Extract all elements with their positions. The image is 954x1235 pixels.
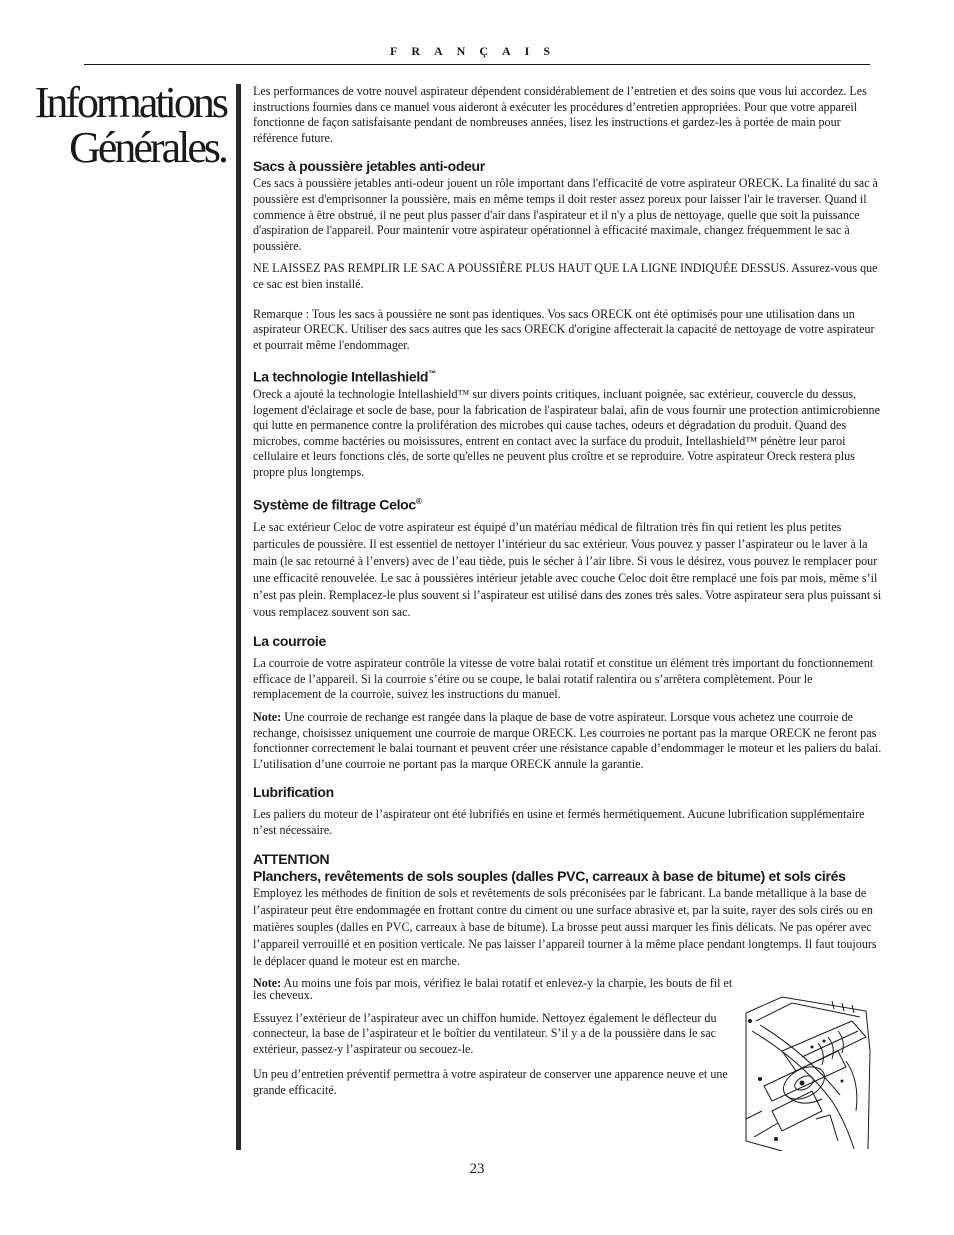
intellashield-heading-text: La technologie Intellashield [253, 368, 429, 385]
language-header: FRANÇAIS [389, 44, 564, 58]
header-rule [84, 64, 870, 65]
trademark-mark: ™ [428, 369, 436, 379]
belt-paragraph: La courroie de votre aspirateur contrôle la vitesse de votre balai rotatif et constitue un élément très important du fonctionnement efficace de l’appareil. Si la courroie s’étire ou se coupe, le balai rotatif ralentira ou s’arrêtera complètement. Pour le remplacement de la courroie, suivez les instructions du manuel. [253, 656, 874, 702]
maintenance-paragraph: Un peu d’entretien préventif permettra à votre aspirateur de conserver une apparence neuve et une grande efficacité. [253, 1067, 728, 1097]
celoc-heading [253, 493, 883, 514]
attention-subheading: Planchers, revêtements de sols souples (dalles PVC, carreaux à base de bitume) et sols cirés [253, 867, 846, 884]
intro-paragraph: Les performances de votre nouvel aspirateur dépendent considérablement de l’entretien et des soins que vous lui accordez. Les instructions fournies dans ce manuel vous aideront à exécuter les procédures d’entretien appropriées. Pour que votre appareil fonctionne de façon satisfaisante pendant de nombreuses années, lisez les instructions et gardez-les à portée de main pour référence future. [253, 84, 867, 145]
attention-note-text: Au moins une fois par mois, vérifiez le balai rotatif et enlevez-y la charpie, les bouts de fil et les cheveux. [253, 975, 733, 1002]
page-title-line-2: Générales. [69, 123, 226, 172]
page-title-line-1: Informations [34, 78, 226, 127]
belt-note-label: Note: [253, 709, 282, 724]
attention-heading: ATTENTION [253, 850, 330, 867]
intellashield-paragraph: Oreck a ajouté la technologie Intellashield™ sur divers points critiques, incluant poignée, sac extérieur, couvercle du dessus, logement d'éclairage et socle de base, pour la fabrication de l'aspirateur balai, afin de vous fournir une protection antimicrobienne qui lutte en permanence contre la prolifération des microbes qui cause taches, odeurs et dégradation du produit. Quand des microbes, comme bactéries ou moisissures, entrent en contact avec la surface du produit, Intellashield™ pénètre leur paroi cellulaire et leurs fonctions clés, de sorte qu'elles ne peuvent plus croître et se reproduire. Votre aspirateur Oreck restera plus propre plus longtemps. [253, 386, 880, 479]
bags-paragraph-2: NE LAISSEZ PAS REMPLIR LE SAC A POUSSIÈRE PLUS HAUT QUE LA LIGNE INDIQUÉE DESSUS. Assurez-vous que ce sac est bien installé. [253, 261, 878, 291]
attention-note [253, 977, 739, 1001]
belt-note-text: Une courroie de rechange est rangée dans la plaque de base de votre aspirateur. Lorsque vous achetez une courroie de rechange, choisissez uniquement une courroie de marque ORECK. Les courroies ne portant pas la marque ORECK ne feront pas fonctionner correctement le balai tournant et peuvent créer une résistance capable d’endommager le moteur et les paliers du balai. L’utilisation d’une courroie ne portant pas la marque ORECK annule la garantie. [253, 709, 882, 771]
bags-heading: Sacs à poussière jetables anti-odeur [253, 158, 485, 175]
page-number: 23 [469, 1161, 485, 1177]
attention-note-label: Note: [253, 975, 282, 990]
vertical-bar [236, 84, 241, 1150]
belt-heading: La courroie [253, 633, 326, 650]
intellashield-heading [253, 365, 883, 386]
main-content [253, 84, 883, 1106]
lubrication-heading: Lubrification [253, 784, 334, 801]
celoc-paragraph: Le sac extérieur Celoc de votre aspirateur est équipé d’un matériau médical de filtration très fin qui retient les plus petites particules de poussière. Il est essentiel de nettoyer l’intérieur du sac extérieur. Vous pouvez y passer l’aspirateur ou le laver à la main (le sac retourné à l’envers) avec de l’eau tiède, puis le sécher à l’air libre. Si vous le désirez, vous pouvez le remplacer pour une efficacité renouvelée. Le sac à poussières intérieur jetable avec couche Celoc doit être remplacé une fois par mois, même s’il n’est pas plein. Remplacez-le plus souvent si l’aspirateur est utilisé dans des zones très sales. Votre aspirateur sera plus puissant si vous remplacez souvent son sac. [253, 520, 882, 620]
bags-paragraph-3: Remarque : Tous les sacs à poussière ne sont pas identiques. Vos sacs ORECK ont été optimisés pour une utilisation dans un aspirateur ORECK. Utiliser des sacs autres que les sacs ORECK d'origine affecterait la capacité de nettoyage de votre aspirateur et pourrait même l'endommager. [253, 306, 875, 352]
bags-paragraph-1: Ces sacs à poussière jetables anti-odeur jouent un rôle important dans l'efficacité de votre aspirateur ORECK. La finalité du sac à poussière est d'emprisonner la poussière, mais en même temps il doit rester assez poreux pour laisser l'air le traverser. Quand il commence à être obstrué, il ne peut plus passer d'air dans l'aspirateur et il n'y a plus de nettoyage, quelle que soit la puissance d'aspiration de l'appareil. Pour maintenir votre aspirateur opérationnel à efficacité maximale, changez fréquemment le sac à poussière. [253, 176, 878, 253]
lubrication-paragraph: Les paliers du moteur de l’aspirateur ont été lubrifiés en usine et fermés hermétiquement. Aucune lubrification supplémentaire n’est nécessaire. [253, 807, 865, 837]
page-title [20, 80, 226, 170]
attention-paragraph: Employez les méthodes de finition de sols et revêtements de sols préconisées par le fabricant. La bande métallique à la base de l’aspirateur peut être endommagée en frottant contre du ciment ou une surface abrasive et, par la suite, rayer des sols cirés ou en matières souples (dalles en PVC, carreaux à base de bitume). La brosse peut aussi marquer les finis délicats. Ne pas opérer avec l’appareil verrouillé et en position verticale. Ne pas laisser l’appareil tourner à la même place pendant longtemps. Il faut toujours le déplacer quand le moteur est en marche. [253, 885, 877, 968]
registered-mark: ® [415, 496, 422, 506]
celoc-heading-text: Système de filtrage Celoc [253, 496, 416, 513]
belt-note [253, 710, 883, 772]
cleaning-paragraph: Essuyez l’extérieur de l’aspirateur avec un chiffon humide. Nettoyez également le déflecteur du connecteur, la base de l’aspirateur et le boîtier du ventilateur. S’il y a de la poussière dans le sac extérieur, passez-y l’aspirateur ou secouez-le. [253, 1010, 717, 1056]
brushroll-illustration [742, 991, 872, 1151]
